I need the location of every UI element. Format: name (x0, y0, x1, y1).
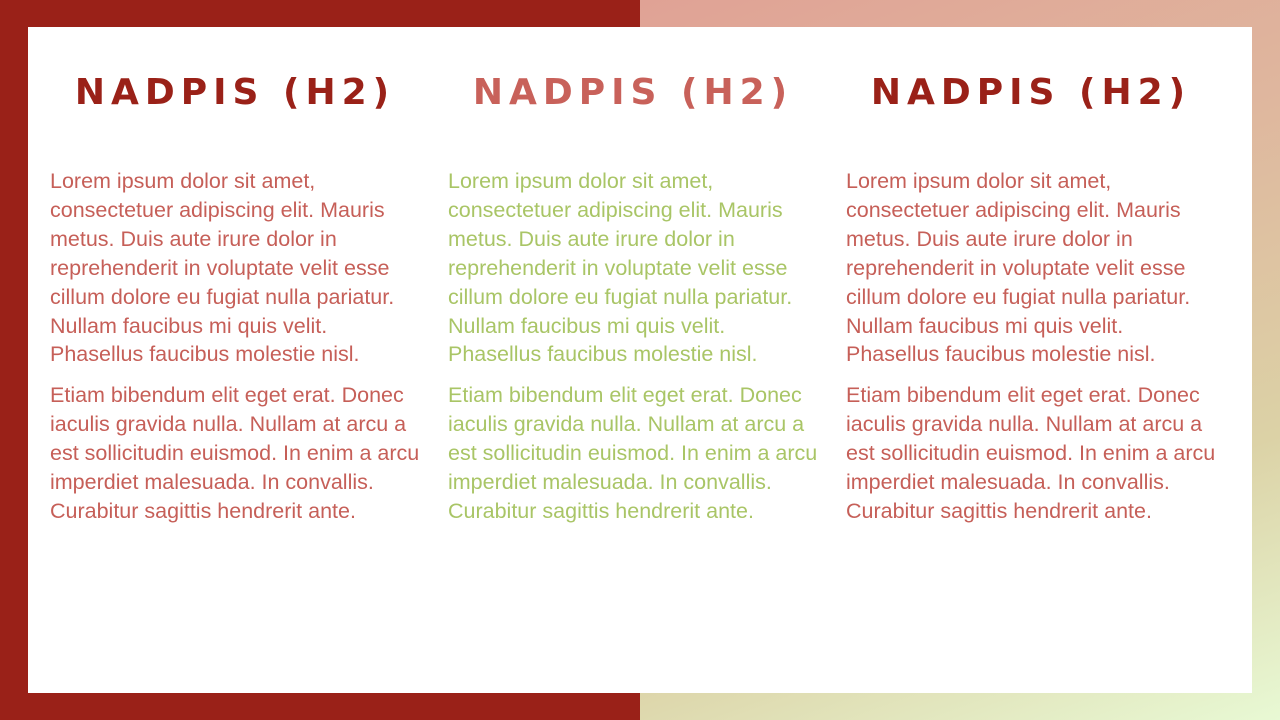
column-1-heading: NADPIS (H2) (74, 72, 396, 113)
column-2-body (448, 167, 818, 538)
column-2-paragraph-1: Lorem ipsum dolor sit amet, consectetuer adipiscing elit. Mauris metus. Duis aute irure dolor in reprehenderit in voluptate velit esse cillum dolore eu fugiat nulla pariatur. Nullam faucibus mi quis velit. Phasellus faucibus molestie nisl. (448, 169, 793, 367)
column-2-paragraph-2: Etiam bibendum elit eget erat. Donec iaculis gravida nulla. Nullam at arcu a est sollicitudin euismod. In enim a arcu imperdiet malesuada. In convallis. Curabitur sagittis hendrerit ante. (448, 383, 818, 523)
column-1-body (50, 167, 420, 538)
column-2-heading: NADPIS (H2) (472, 72, 794, 113)
column-3-heading: NADPIS (H2) (870, 72, 1192, 113)
column-1-paragraph-1: Lorem ipsum dolor sit amet, consectetuer adipiscing elit. Mauris metus. Duis aute irure dolor in reprehenderit in voluptate velit esse cillum dolore eu fugiat nulla pariatur. Nullam faucibus mi quis velit. Phasellus faucibus molestie nisl. (50, 169, 395, 367)
column-3-body (846, 167, 1216, 538)
column-3-paragraph-1: Lorem ipsum dolor sit amet, consectetuer adipiscing elit. Mauris metus. Duis aute irure dolor in reprehenderit in voluptate velit esse cillum dolore eu fugiat nulla pariatur. Nullam faucibus mi quis velit. Phasellus faucibus molestie nisl. (846, 169, 1191, 367)
content-panel (28, 27, 1252, 693)
column-1-paragraph-2: Etiam bibendum elit eget erat. Donec iaculis gravida nulla. Nullam at arcu a est sollicitudin euismod. In enim a arcu imperdiet malesuada. In convallis. Curabitur sagittis hendrerit ante. (50, 383, 420, 523)
column-3-paragraph-2: Etiam bibendum elit eget erat. Donec iaculis gravida nulla. Nullam at arcu a est sollicitudin euismod. In enim a arcu imperdiet malesuada. In convallis. Curabitur sagittis hendrerit ante. (846, 383, 1216, 523)
